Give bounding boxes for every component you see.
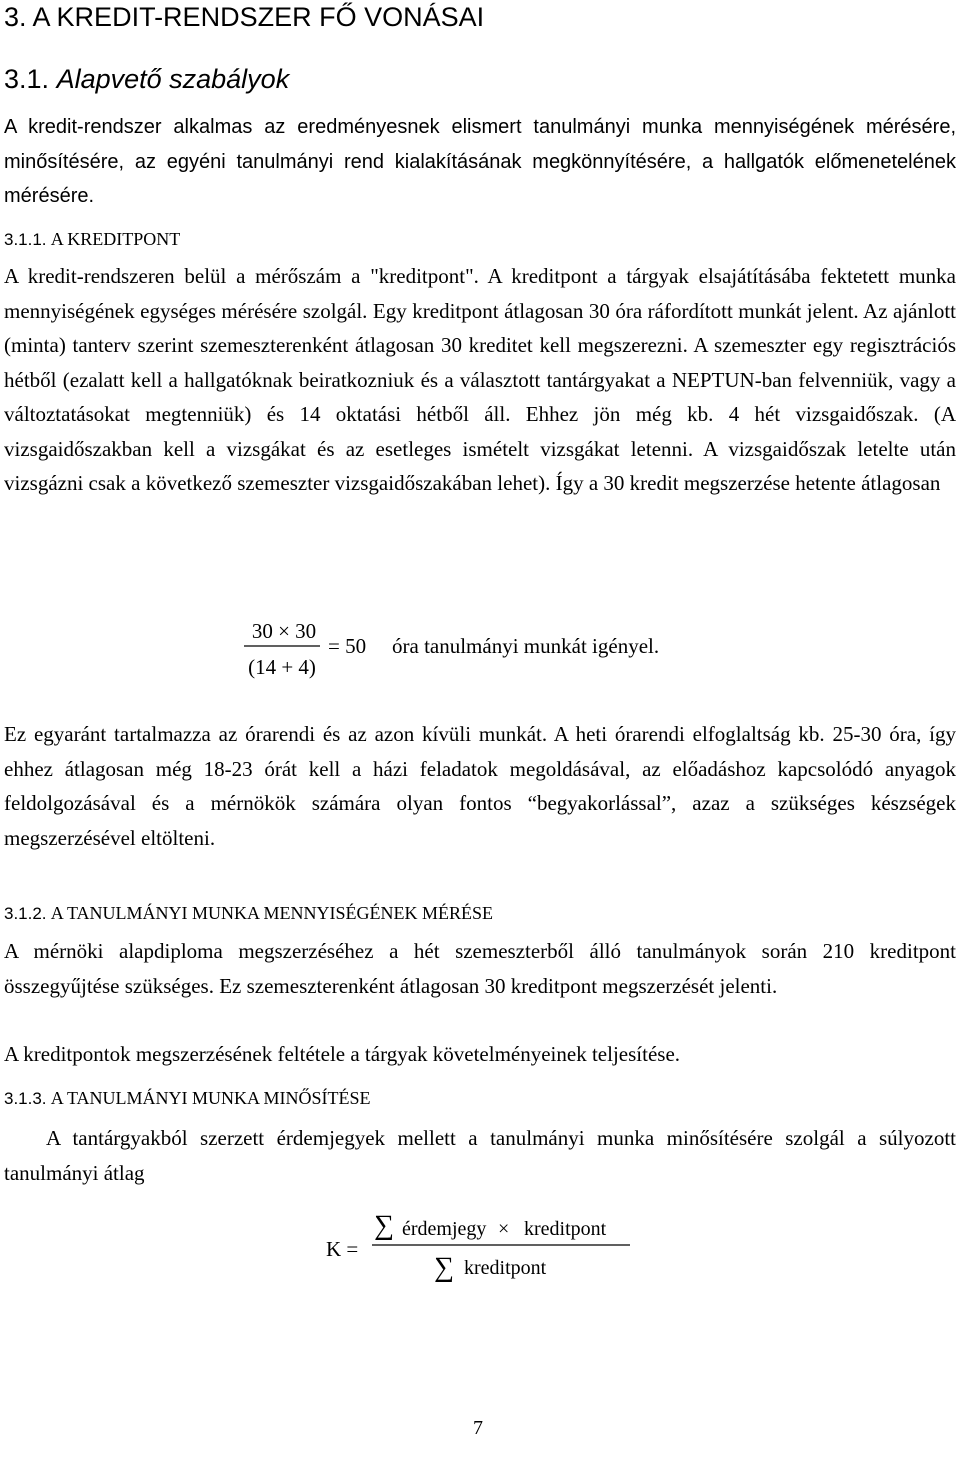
subsection-number: 3.1.3. xyxy=(4,1089,47,1108)
numerator-credit: kreditpont xyxy=(524,1218,607,1240)
section-number: 3.1. xyxy=(4,64,50,94)
section-heading xyxy=(4,64,289,95)
subsection-title: A KREDITPONT xyxy=(50,229,181,249)
subsection-heading-311 xyxy=(4,229,180,250)
formula-lhs: K = xyxy=(326,1237,359,1261)
numerator-grade: érdemjegy xyxy=(402,1218,487,1240)
formula-numerator: 30 × 30 xyxy=(251,619,317,643)
weekly-hours-formula xyxy=(244,612,844,692)
subsection-number: 3.1.1. xyxy=(4,230,47,249)
formula-denominator: (14 + 4) xyxy=(248,655,316,679)
credit-total-paragraph: A mérnöki alapdiploma megszerzéséhez a hét szemeszterből álló tanulmányok során 210 kreditpont összegyűjtése szükséges. Ez szemeszterenként átlagosan 30 kreditpont megszerzését jelenti. xyxy=(4,939,956,998)
chapter-heading: 3. A KREDIT-RENDSZER FŐ VONÁSAI xyxy=(4,2,485,32)
sum-symbol: ∑ xyxy=(374,1210,394,1241)
kreditpont-paragraph: A kredit-rendszeren belül a mérőszám a "kreditpont". A kreditpont a tárgyak elsajátításába fektetett munka mennyiségének egységes mérésére szolgál. Egy kreditpont átlagosan 30 óra ráfordított munkát jelent. Az ajánlott (minta) tanterv szerint szemeszterenként átlagosan 30 kreditet kell megszerezni. A szemeszter egy regisztrációs hétből (ezalatt kell a hallgatóknak beiratkozniuk és a választott tantárgyakat a NEPTUN-ban felvenniük, vagy a változtatásokat megtenniük) és 14 oktatási hétből áll. Ehhez jön még kb. 4 hét vizsgaidőszak. (A vizsgaidőszakban kell a vizsgákat és az esetleges ismételt vizsgákat letenni. A vizsgaidőszak letelte után vizsgázni csak a következő szemeszter vizsgaidőszakában lehet). Így a 30 kredit megszerzése hetente átlagosan xyxy=(4,264,956,495)
intro-paragraph: A kredit-rendszer alkalmas az eredményesnek elismert tanulmányi munka mennyiségének mérésére, minősítésére, az egyéni tanulmányi rend kialakításának megkönnyítésére, a hallgatók előmenetelének mérésére. xyxy=(4,116,956,207)
weighted-average-formula xyxy=(326,1208,646,1288)
formula-result: = 50 xyxy=(328,634,367,658)
section-title: Alapvető szabályok xyxy=(56,64,290,94)
subsection-number: 3.1.2. xyxy=(4,904,47,923)
page-number: 7 xyxy=(473,1417,483,1439)
subsection-title: A TANULMÁNYI MUNKA MINŐSÍTÉSE xyxy=(50,1088,371,1108)
workload-paragraph: Ez egyaránt tartalmazza az órarendi és az azon kívüli munkát. A heti órarendi elfoglaltság kb. 25-30 óra, így ehhez átlagosan még 18-23 órát kell a házi feladatok megoldásával, az előadáshoz kapcsolódó anyagok feldolgozásával és a mérnökök számára olyan fontos “begyakorlással”, azaz a szükséges készségek megszerzésével eltölteni. xyxy=(4,722,956,850)
denominator-credit: kreditpont xyxy=(464,1257,547,1279)
sum-symbol: ∑ xyxy=(434,1252,454,1283)
weighted-average-paragraph: A tantárgyakból szerzett érdemjegyek mellett a tanulmányi munka minősítésére szolgál a súlyozott tanulmányi átlag xyxy=(4,1126,956,1185)
formula-svg xyxy=(244,612,844,692)
subsection-heading-313 xyxy=(4,1088,371,1109)
subsection-heading-312 xyxy=(4,903,493,924)
times-symbol: × xyxy=(498,1218,510,1240)
credit-condition-paragraph: A kreditpontok megszerzésének feltétele a tárgyak követelményeinek teljesítése. xyxy=(4,1042,681,1066)
formula-suffix: óra tanulmányi munkát igényel. xyxy=(392,634,660,658)
subsection-title: A TANULMÁNYI MUNKA MENNYISÉGÉNEK MÉRÉSE xyxy=(50,903,494,923)
